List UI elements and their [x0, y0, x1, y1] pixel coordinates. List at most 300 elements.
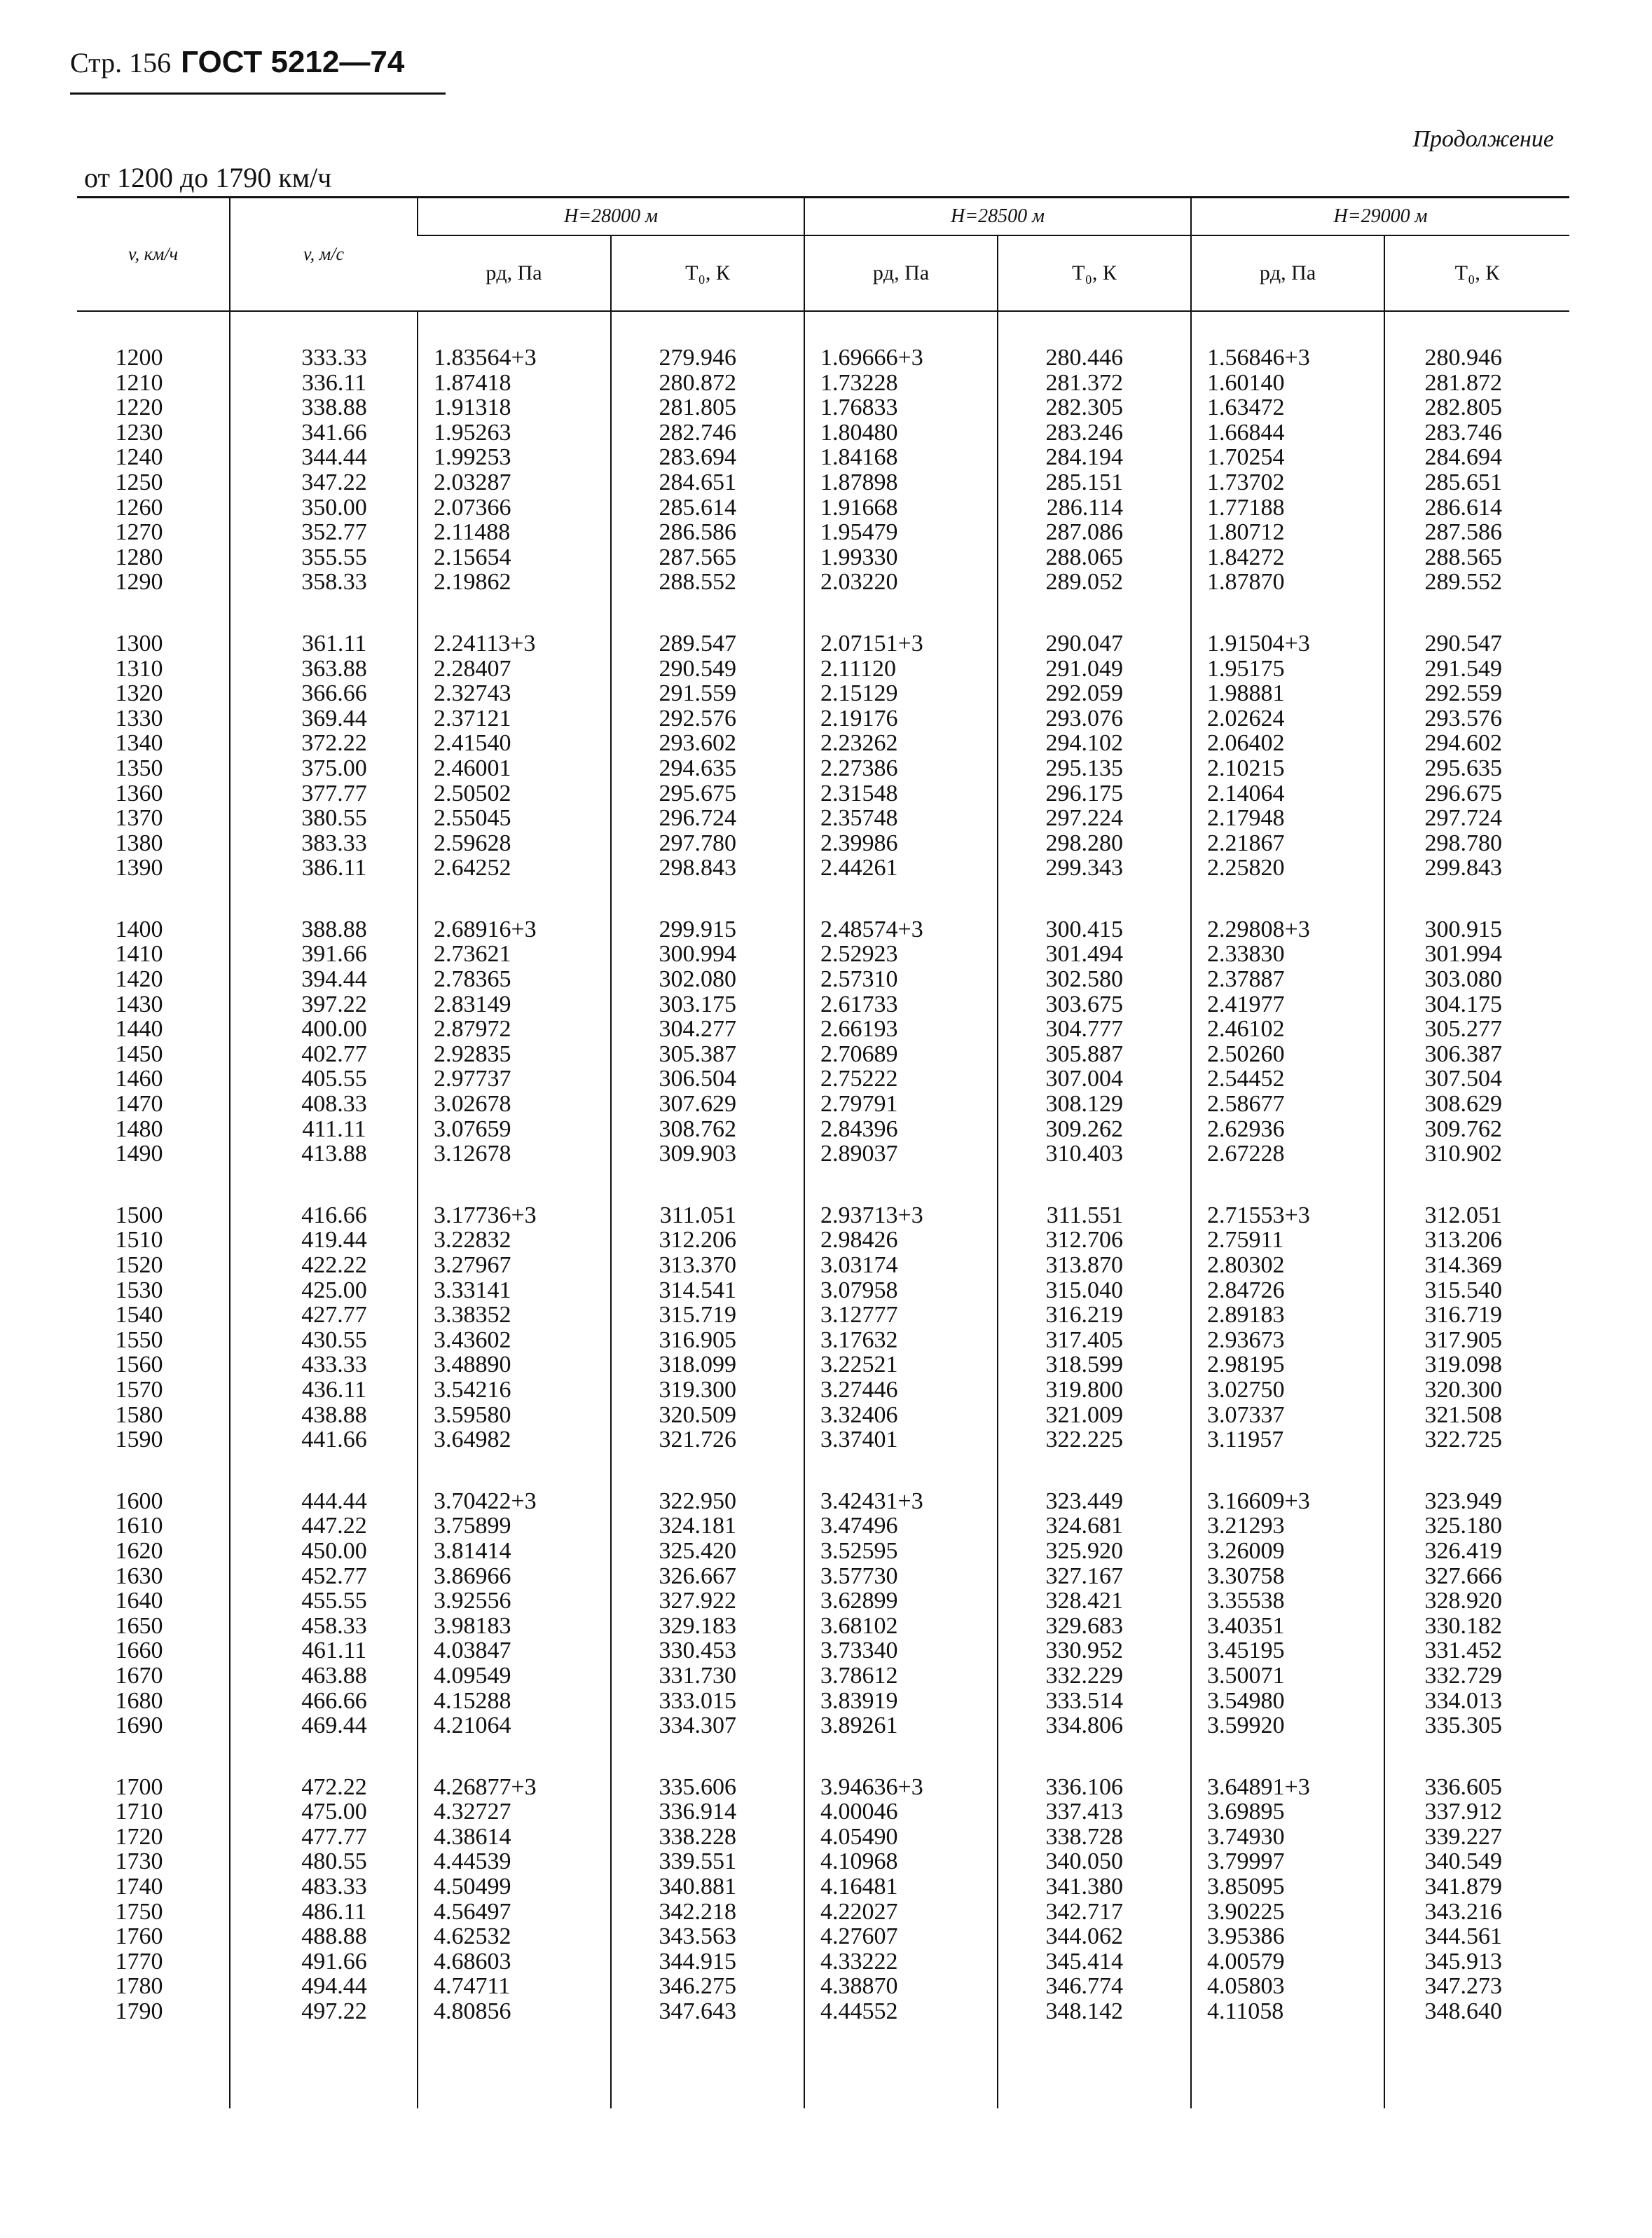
cell-temperature-28000: 331.730 — [611, 1663, 804, 1689]
cell-temperature-29000: 305.277 — [1384, 1017, 1569, 1042]
spacer-cell — [998, 881, 1191, 917]
cell-pressure-28000: 2.55045 — [418, 806, 611, 831]
cell-v-ms: 361.11 — [230, 631, 418, 657]
cell-v-kmh: 1310 — [115, 655, 163, 682]
cell-temperature-29000: 308.629 — [1384, 1092, 1569, 1117]
cell-pressure-29000: 2.46102 — [1191, 1017, 1384, 1042]
cell-v-ms: 433.33 — [230, 1352, 418, 1378]
cell-pressure-28000: 2.19862 — [418, 570, 611, 595]
cell-v-ms: 341.66 — [230, 420, 418, 446]
cell-v-kmh: 1200 — [115, 345, 163, 371]
cell-temperature-28500: 293.076 — [998, 706, 1191, 732]
cell-temperature-28000: 304.277 — [611, 1017, 804, 1042]
cell-temperature-28500: 330.952 — [998, 1638, 1191, 1663]
cell-temperature-29000: 316.719 — [1384, 1303, 1569, 1328]
cell-temperature-29000: 295.635 — [1384, 756, 1569, 781]
cell-v-ms: 355.55 — [230, 545, 418, 570]
cell-v-ms: 405.55 — [230, 1066, 418, 1092]
cell-temperature-28500: 338.728 — [998, 1825, 1191, 1850]
cell-pressure-28500: 2.39986 — [804, 831, 998, 856]
cell-v-ms: 369.44 — [230, 706, 418, 732]
spacer-cell — [1191, 1738, 1384, 1775]
cell-temperature-28500: 280.446 — [998, 345, 1191, 371]
cell-v-ms: 458.33 — [230, 1614, 418, 1639]
cell-v-kmh: 1340 — [115, 730, 163, 757]
cell-temperature-29000: 345.913 — [1384, 1949, 1569, 1975]
cell-pressure-28500: 2.23262 — [804, 731, 998, 756]
cell-temperature-28000: 291.559 — [611, 681, 804, 706]
spacer-cell — [1384, 881, 1569, 917]
cell-pressure-28500: 3.27446 — [804, 1378, 998, 1403]
table-row — [77, 992, 1569, 1017]
cell-pressure-29000: 2.84726 — [1191, 1278, 1384, 1303]
cell-temperature-29000: 332.729 — [1384, 1663, 1569, 1689]
spacer-cell — [418, 311, 611, 345]
cell-v-ms: 444.44 — [230, 1489, 418, 1514]
spacer-cell — [998, 1167, 1191, 1203]
cell-temperature-28500: 334.806 — [998, 1713, 1191, 1738]
cell-temperature-28500: 328.421 — [998, 1588, 1191, 1614]
cell-temperature-29000: 290.547 — [1384, 631, 1569, 657]
cell-temperature-28500: 344.062 — [998, 1924, 1191, 1949]
spacer-cell — [611, 1738, 804, 1775]
cell-temperature-28000: 303.175 — [611, 992, 804, 1017]
cell-pressure-28500: 1.80480 — [804, 420, 998, 446]
cell-pressure-28000: 4.62532 — [418, 1924, 611, 1949]
table-row — [77, 1949, 1569, 1975]
cell-temperature-28000: 292.576 — [611, 706, 804, 732]
table-row — [77, 1900, 1569, 1925]
cell-temperature-28000: 312.206 — [611, 1228, 804, 1253]
cell-pressure-28000: 4.74711 — [418, 1974, 611, 1999]
table-row — [77, 942, 1569, 967]
table-row — [77, 1092, 1569, 1117]
table-row — [77, 1042, 1569, 1067]
cell-v-kmh: 1600 — [115, 1488, 163, 1514]
cell-temperature-28000: 315.719 — [611, 1303, 804, 1328]
cell-v-kmh: 1380 — [115, 830, 163, 856]
cell-temperature-29000: 328.920 — [1384, 1588, 1569, 1614]
cell-temperature-28500: 295.135 — [998, 756, 1191, 781]
cell-v-ms: 375.00 — [230, 756, 418, 781]
cell-pressure-28500: 2.48574+3 — [804, 917, 998, 942]
table-row — [77, 917, 1569, 942]
cell-pressure-28500: 3.62899 — [804, 1588, 998, 1614]
cell-pressure-28000: 1.87418 — [418, 371, 611, 396]
cell-v-ms: 483.33 — [230, 1874, 418, 1900]
cell-temperature-28000: 325.420 — [611, 1539, 804, 1564]
cell-v-ms: 377.77 — [230, 781, 418, 806]
spacer-cell — [1384, 1738, 1569, 1775]
cell-pressure-28000: 2.78365 — [418, 967, 611, 992]
cell-temperature-29000: 348.640 — [1384, 1999, 1569, 2024]
spacer-cell — [1384, 595, 1569, 631]
cell-pressure-29000: 1.77188 — [1191, 495, 1384, 521]
cell-pressure-28000: 2.92835 — [418, 1042, 611, 1067]
cell-pressure-28500: 2.89037 — [804, 1141, 998, 1167]
cell-pressure-28500: 2.66193 — [804, 1017, 998, 1042]
cell-pressure-28000: 2.87972 — [418, 1017, 611, 1042]
cell-temperature-29000: 336.605 — [1384, 1775, 1569, 1800]
cell-temperature-28000: 339.551 — [611, 1849, 804, 1874]
cell-pressure-28000: 1.95263 — [418, 420, 611, 446]
cell-temperature-28500: 281.372 — [998, 371, 1191, 396]
spacer-cell — [230, 1453, 418, 1489]
header-v-kmh: v, км/ч — [77, 198, 230, 312]
cell-pressure-28500: 3.83919 — [804, 1689, 998, 1714]
table-row — [77, 1066, 1569, 1092]
cell-pressure-29000: 3.11957 — [1191, 1427, 1384, 1453]
cell-v-kmh: 1320 — [115, 680, 163, 707]
cell-temperature-28000: 290.549 — [611, 657, 804, 682]
cell-pressure-28000: 2.11488 — [418, 520, 611, 545]
cell-pressure-28500: 2.52923 — [804, 942, 998, 967]
table-row — [77, 756, 1569, 781]
cell-v-ms: 336.11 — [230, 371, 418, 396]
cell-pressure-29000: 2.75911 — [1191, 1228, 1384, 1253]
spacer-cell — [998, 1738, 1191, 1775]
cell-temperature-28500: 333.514 — [998, 1689, 1191, 1714]
cell-pressure-29000: 2.54452 — [1191, 1066, 1384, 1092]
cell-pressure-29000: 1.70254 — [1191, 445, 1384, 470]
cell-pressure-28500: 3.42431+3 — [804, 1489, 998, 1514]
spacer-cell — [230, 1738, 418, 1775]
cell-v-ms: 416.66 — [230, 1203, 418, 1228]
cell-pressure-29000: 2.89183 — [1191, 1303, 1384, 1328]
cell-temperature-28500: 322.225 — [998, 1427, 1191, 1453]
table-row — [77, 681, 1569, 706]
cell-pressure-29000: 4.11058 — [1191, 1999, 1384, 2024]
cell-pressure-28500: 3.17632 — [804, 1328, 998, 1353]
table-row — [77, 1228, 1569, 1253]
cell-v-kmh: 1440 — [115, 1016, 163, 1043]
cell-temperature-29000: 312.051 — [1384, 1203, 1569, 1228]
cell-temperature-29000: 319.098 — [1384, 1352, 1569, 1378]
speed-range-label: от 1200 до 1790 км/ч — [84, 162, 332, 193]
cell-pressure-29000: 3.50071 — [1191, 1663, 1384, 1689]
spacer-cell — [418, 1453, 611, 1489]
cell-pressure-29000: 2.17948 — [1191, 806, 1384, 831]
cell-temperature-28500: 332.229 — [998, 1663, 1191, 1689]
cell-pressure-28500: 3.68102 — [804, 1614, 998, 1639]
cell-pressure-28500: 4.16481 — [804, 1874, 998, 1900]
cell-pressure-29000: 2.41977 — [1191, 992, 1384, 1017]
spacer-cell — [1191, 311, 1384, 345]
cell-temperature-28500: 342.717 — [998, 1900, 1191, 1925]
table-row — [77, 1799, 1569, 1825]
cell-temperature-28000: 302.080 — [611, 967, 804, 992]
spacer-cell — [804, 311, 998, 345]
table-row — [77, 1974, 1569, 1999]
cell-v-ms: 394.44 — [230, 967, 418, 992]
cell-v-ms: 411.11 — [230, 1117, 418, 1142]
cell-v-kmh: 1700 — [115, 1773, 163, 1800]
cell-pressure-29000: 3.54980 — [1191, 1689, 1384, 1714]
table-row — [77, 1253, 1569, 1278]
cell-temperature-29000: 291.549 — [1384, 657, 1569, 682]
cell-temperature-28000: 324.181 — [611, 1513, 804, 1539]
cell-pressure-28500: 1.99330 — [804, 545, 998, 570]
cell-temperature-29000: 292.559 — [1384, 681, 1569, 706]
cell-v-kmh: 1510 — [115, 1227, 163, 1254]
header-group-28000: H=28000 м — [418, 198, 804, 236]
cell-pressure-28500: 3.57730 — [804, 1564, 998, 1589]
cell-pressure-28000: 2.73621 — [418, 942, 611, 967]
header-v-ms: v, м/с — [230, 198, 418, 312]
cell-v-ms: 338.88 — [230, 395, 418, 420]
cell-temperature-28500: 307.004 — [998, 1066, 1191, 1092]
cell-temperature-28000: 344.915 — [611, 1949, 804, 1975]
cell-pressure-29000: 2.80302 — [1191, 1253, 1384, 1278]
cell-pressure-29000: 1.95175 — [1191, 657, 1384, 682]
cell-temperature-29000: 337.912 — [1384, 1799, 1569, 1825]
cell-temperature-28000: 335.606 — [611, 1775, 804, 1800]
cell-v-kmh: 1720 — [115, 1823, 163, 1850]
table-row — [77, 831, 1569, 856]
cell-v-ms: 438.88 — [230, 1403, 418, 1428]
cell-pressure-28500: 3.12777 — [804, 1303, 998, 1328]
cell-temperature-28000: 297.780 — [611, 831, 804, 856]
cell-v-ms: 347.22 — [230, 470, 418, 495]
cell-v-kmh: 1490 — [115, 1141, 163, 1167]
spacer-cell — [804, 1453, 998, 1489]
spacer-cell — [804, 595, 998, 631]
block-spacer — [77, 595, 1569, 631]
cell-temperature-28500: 284.194 — [998, 445, 1191, 470]
cell-temperature-29000: 334.013 — [1384, 1689, 1569, 1714]
cell-temperature-28500: 292.059 — [998, 681, 1191, 706]
cell-pressure-28000: 4.38614 — [418, 1825, 611, 1850]
cell-temperature-28000: 289.547 — [611, 631, 804, 657]
cell-v-ms: 383.33 — [230, 831, 418, 856]
cell-v-kmh: 1400 — [115, 916, 163, 942]
table-row — [77, 395, 1569, 420]
cell-temperature-29000: 320.300 — [1384, 1378, 1569, 1403]
block-spacer — [77, 1167, 1569, 1203]
cell-pressure-28000: 4.68603 — [418, 1949, 611, 1975]
cell-pressure-28000: 3.43602 — [418, 1328, 611, 1353]
cell-temperature-29000: 309.762 — [1384, 1117, 1569, 1142]
cell-temperature-28500: 316.219 — [998, 1303, 1191, 1328]
cell-temperature-28500: 346.774 — [998, 1974, 1191, 1999]
cell-v-ms: 380.55 — [230, 806, 418, 831]
cell-pressure-29000: 4.00579 — [1191, 1949, 1384, 1975]
cell-pressure-28000: 2.46001 — [418, 756, 611, 781]
table-row — [77, 1588, 1569, 1614]
cell-pressure-28500: 2.70689 — [804, 1042, 998, 1067]
cell-pressure-28500: 2.15129 — [804, 681, 998, 706]
header-temperature-29000: T₀, К — [1384, 235, 1569, 311]
table-row — [77, 1614, 1569, 1639]
table-row — [77, 731, 1569, 756]
cell-temperature-28000: 313.370 — [611, 1253, 804, 1278]
cell-v-ms: 436.11 — [230, 1378, 418, 1403]
cell-v-kmh: 1220 — [115, 394, 163, 421]
cell-pressure-28000: 3.70422+3 — [418, 1489, 611, 1514]
table-row — [77, 1689, 1569, 1714]
cell-temperature-28000: 336.914 — [611, 1799, 804, 1825]
cell-temperature-28500: 345.414 — [998, 1949, 1191, 1975]
cell-v-kmh: 1660 — [115, 1638, 163, 1664]
spacer-cell — [418, 1167, 611, 1203]
block-spacer — [77, 311, 1569, 345]
cell-temperature-28000: 320.509 — [611, 1403, 804, 1428]
cell-v-ms: 486.11 — [230, 1900, 418, 1925]
cell-temperature-28500: 299.343 — [998, 856, 1191, 881]
cell-v-kmh: 1450 — [115, 1041, 163, 1067]
block-spacer — [77, 881, 1569, 917]
cell-v-ms: 425.00 — [230, 1278, 418, 1303]
cell-temperature-29000: 283.746 — [1384, 420, 1569, 446]
cell-temperature-28000: 322.950 — [611, 1489, 804, 1514]
cell-temperature-28500: 286.114 — [998, 495, 1191, 521]
cell-temperature-28500: 348.142 — [998, 1999, 1191, 2024]
cell-temperature-28500: 289.052 — [998, 570, 1191, 595]
spacer-cell — [230, 2024, 418, 2108]
cell-pressure-28500: 3.37401 — [804, 1427, 998, 1453]
cell-pressure-28000: 3.33141 — [418, 1278, 611, 1303]
table-row — [77, 1117, 1569, 1142]
table-row — [77, 1278, 1569, 1303]
header-temperature-28500: T₀, К — [998, 235, 1191, 311]
cell-temperature-28500: 290.047 — [998, 631, 1191, 657]
table-row — [77, 1663, 1569, 1689]
page-label: Стр. 156 — [70, 47, 172, 78]
cell-temperature-29000: 288.565 — [1384, 545, 1569, 570]
cell-pressure-29000: 2.50260 — [1191, 1042, 1384, 1067]
cell-pressure-28500: 4.10968 — [804, 1849, 998, 1874]
cell-pressure-28000: 3.07659 — [418, 1117, 611, 1142]
atmosphere-table — [77, 196, 1569, 2108]
cell-v-kmh: 1520 — [115, 1252, 163, 1278]
cell-pressure-28000: 3.64982 — [418, 1427, 611, 1453]
cell-temperature-29000: 326.419 — [1384, 1539, 1569, 1564]
cell-pressure-28000: 2.97737 — [418, 1066, 611, 1092]
cell-pressure-28000: 2.59628 — [418, 831, 611, 856]
spacer-cell — [230, 595, 418, 631]
cell-pressure-28000: 4.56497 — [418, 1900, 611, 1925]
cell-temperature-28000: 321.726 — [611, 1427, 804, 1453]
cell-temperature-28000: 327.922 — [611, 1588, 804, 1614]
cell-temperature-29000: 322.725 — [1384, 1427, 1569, 1453]
cell-pressure-28000: 2.15654 — [418, 545, 611, 570]
cell-pressure-28500: 1.73228 — [804, 371, 998, 396]
cell-v-ms: 488.88 — [230, 1924, 418, 1949]
table-row — [77, 1328, 1569, 1353]
cell-temperature-28000: 347.643 — [611, 1999, 804, 2024]
cell-v-ms: 475.00 — [230, 1799, 418, 1825]
cell-temperature-28000: 309.903 — [611, 1141, 804, 1167]
cell-pressure-29000: 3.35538 — [1191, 1588, 1384, 1614]
cell-pressure-29000: 1.73702 — [1191, 470, 1384, 495]
spacer-cell — [998, 1453, 1191, 1489]
cell-v-kmh: 1620 — [115, 1537, 163, 1564]
header-rule — [70, 92, 446, 95]
cell-temperature-28500: 297.224 — [998, 806, 1191, 831]
cell-temperature-29000: 299.843 — [1384, 856, 1569, 881]
cell-pressure-28500: 3.78612 — [804, 1663, 998, 1689]
cell-pressure-29000: 2.98195 — [1191, 1352, 1384, 1378]
cell-pressure-28500: 1.87898 — [804, 470, 998, 495]
block-spacer — [77, 1453, 1569, 1489]
cell-v-ms: 477.77 — [230, 1825, 418, 1850]
cell-temperature-29000: 303.080 — [1384, 967, 1569, 992]
cell-v-kmh: 1430 — [115, 991, 163, 1017]
cell-v-ms: 491.66 — [230, 1949, 418, 1975]
cell-pressure-28000: 3.48890 — [418, 1352, 611, 1378]
spacer-cell — [611, 1167, 804, 1203]
spacer-cell — [611, 595, 804, 631]
cell-pressure-28500: 3.89261 — [804, 1713, 998, 1738]
cell-temperature-28000: 280.872 — [611, 371, 804, 396]
cell-temperature-28000: 298.843 — [611, 856, 804, 881]
cell-v-kmh: 1610 — [115, 1513, 163, 1539]
cell-pressure-28500: 3.32406 — [804, 1403, 998, 1428]
table-row — [77, 1017, 1569, 1042]
cell-pressure-29000: 3.02750 — [1191, 1378, 1384, 1403]
cell-temperature-28000: 342.218 — [611, 1900, 804, 1925]
cell-temperature-29000: 341.879 — [1384, 1874, 1569, 1900]
spacer-cell — [77, 1738, 230, 1775]
cell-v-kmh: 1780 — [115, 1973, 163, 2000]
block-spacer — [77, 2024, 1569, 2108]
cell-temperature-28000: 288.552 — [611, 570, 804, 595]
table-row — [77, 657, 1569, 682]
cell-temperature-28000: 346.275 — [611, 1974, 804, 1999]
cell-pressure-28000: 2.83149 — [418, 992, 611, 1017]
spacer-cell — [804, 1738, 998, 1775]
cell-pressure-29000: 3.85095 — [1191, 1874, 1384, 1900]
table-row — [77, 631, 1569, 657]
table-row — [77, 345, 1569, 371]
cell-pressure-28500: 2.35748 — [804, 806, 998, 831]
cell-temperature-29000: 317.905 — [1384, 1328, 1569, 1353]
cell-temperature-28000: 284.651 — [611, 470, 804, 495]
spacer-cell — [804, 881, 998, 917]
cell-pressure-28000: 3.92556 — [418, 1588, 611, 1614]
cell-pressure-28000: 3.02678 — [418, 1092, 611, 1117]
cell-v-kmh: 1530 — [115, 1277, 163, 1303]
cell-pressure-28000: 4.15288 — [418, 1689, 611, 1714]
spacer-cell — [418, 881, 611, 917]
cell-pressure-28500: 1.91668 — [804, 495, 998, 521]
cell-temperature-29000: 307.504 — [1384, 1066, 1569, 1092]
cell-v-ms: 388.88 — [230, 917, 418, 942]
cell-temperature-28500: 319.800 — [998, 1378, 1191, 1403]
table-row — [77, 806, 1569, 831]
cell-temperature-29000: 306.387 — [1384, 1042, 1569, 1067]
cell-temperature-28000: 282.746 — [611, 420, 804, 446]
cell-temperature-28500: 300.415 — [998, 917, 1191, 942]
cell-pressure-28500: 2.27386 — [804, 756, 998, 781]
cell-temperature-29000: 287.586 — [1384, 520, 1569, 545]
spacer-cell — [77, 1167, 230, 1203]
cell-pressure-29000: 2.71553+3 — [1191, 1203, 1384, 1228]
cell-pressure-29000: 2.06402 — [1191, 731, 1384, 756]
cell-v-kmh: 1550 — [115, 1326, 163, 1353]
cell-pressure-28500: 2.31548 — [804, 781, 998, 806]
cell-pressure-28500: 4.38870 — [804, 1974, 998, 1999]
cell-v-kmh: 1360 — [115, 780, 163, 806]
cell-temperature-29000: 315.540 — [1384, 1278, 1569, 1303]
cell-pressure-29000: 2.21867 — [1191, 831, 1384, 856]
cell-pressure-29000: 3.16609+3 — [1191, 1489, 1384, 1514]
data-table-container — [77, 196, 1569, 2108]
cell-v-kmh: 1760 — [115, 1923, 163, 1950]
table-row — [77, 1303, 1569, 1328]
cell-v-kmh: 1420 — [115, 966, 163, 993]
spacer-cell — [1191, 1453, 1384, 1489]
